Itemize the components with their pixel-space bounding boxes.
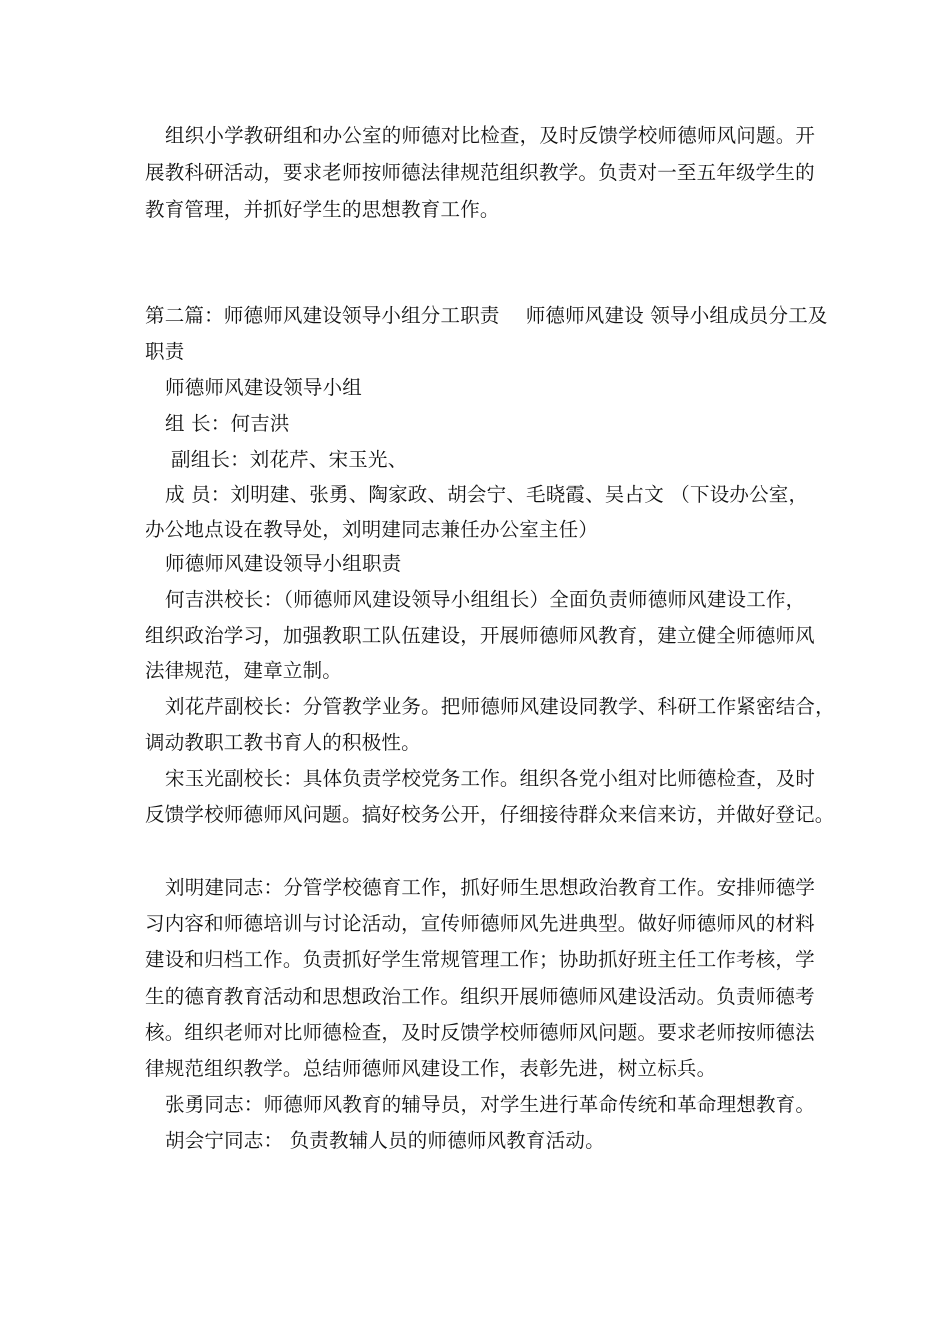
duty-liumj-line-1: 刘明建同志：分管学校德育工作，抓好师生思想政治教育工作。安排师德学 xyxy=(165,876,816,899)
duty-liuhq-line-1: 刘花芹副校长：分管教学业务。把师德师风建设同教学、科研工作紧密结合， xyxy=(165,695,835,718)
duty-liumj-line-3: 建设和归档工作。负责抓好学生常规管理工作；协助抓好班主任工作考核，学 xyxy=(145,948,815,971)
group-deputy: 副组长：刘花芹、宋玉光、 xyxy=(171,448,408,471)
duty-he-line-2: 组织政治学习，加强教职工队伍建设，开展师德师风教育，建立健全师德师风 xyxy=(145,624,815,647)
duty-he-line-3: 法律规范，建章立制。 xyxy=(145,659,343,682)
duty-liumj-line-5: 核。组织老师对比师德检查，及时反馈学校师德师风问题。要求老师按师德法 xyxy=(145,1021,815,1044)
duty-he-line-1: 何吉洪校长：（师德师风建设领导小组组长）全面负责师德师风建设工作， xyxy=(165,588,806,611)
duty-liumj-line-4: 生的德育教育活动和思想政治工作。组织开展师德师风建设活动。负责师德考 xyxy=(145,985,815,1008)
section-title-line-2: 职责 xyxy=(145,340,185,363)
intro-line-1: 组织小学教研组和办公室的师德对比检查，及时反馈学校师德师风问题。开 xyxy=(165,124,816,147)
intro-line-2: 展教科研活动，要求老师按师德法律规范组织教学。负责对一至五年级学生的 xyxy=(145,161,815,184)
group-members-line-2: 办公地点设在教导处，刘明建同志兼任办公室主任） xyxy=(145,518,599,541)
group-members-line-1: 成 员：刘明建、张勇、陶家政、胡会宁、毛晓霞、吴占文 （下设办公室， xyxy=(165,483,809,506)
duty-song-line-1: 宋玉光副校长：具体负责学校党务工作。组织各党小组对比师德检查，及时 xyxy=(165,767,816,790)
duty-liumj-line-2: 习内容和师德培训与讨论活动，宣传师德师风先进典型。做好师德师风的材料 xyxy=(145,912,815,935)
duty-hu: 胡会宁同志： 负责教辅人员的师德师风教育活动。 xyxy=(165,1129,605,1152)
duties-heading: 师德师风建设领导小组职责 xyxy=(165,552,402,575)
duty-zhang: 张勇同志：师德师风教育的辅导员，对学生进行革命传统和革命理想教育。 xyxy=(165,1093,816,1116)
group-heading: 师德师风建设领导小组 xyxy=(165,376,363,399)
group-leader: 组 长：何吉洪 xyxy=(165,412,290,435)
duty-song-line-2: 反馈学校师德师风问题。搞好校务公开，仔细接待群众来信来访，并做好登记。 xyxy=(145,803,835,826)
section-title-line-1: 第二篇：师德师风建设领导小组分工职责 师德师风建设 领导小组成员分工及 xyxy=(145,304,828,327)
duty-liumj-line-6: 律规范组织教学。总结师德师风建设工作，表彰先进，树立标兵。 xyxy=(145,1057,717,1080)
duty-liuhq-line-2: 调动教职工教书育人的积极性。 xyxy=(145,731,421,754)
intro-line-3: 教育管理，并抓好学生的思想教育工作。 xyxy=(145,198,500,221)
